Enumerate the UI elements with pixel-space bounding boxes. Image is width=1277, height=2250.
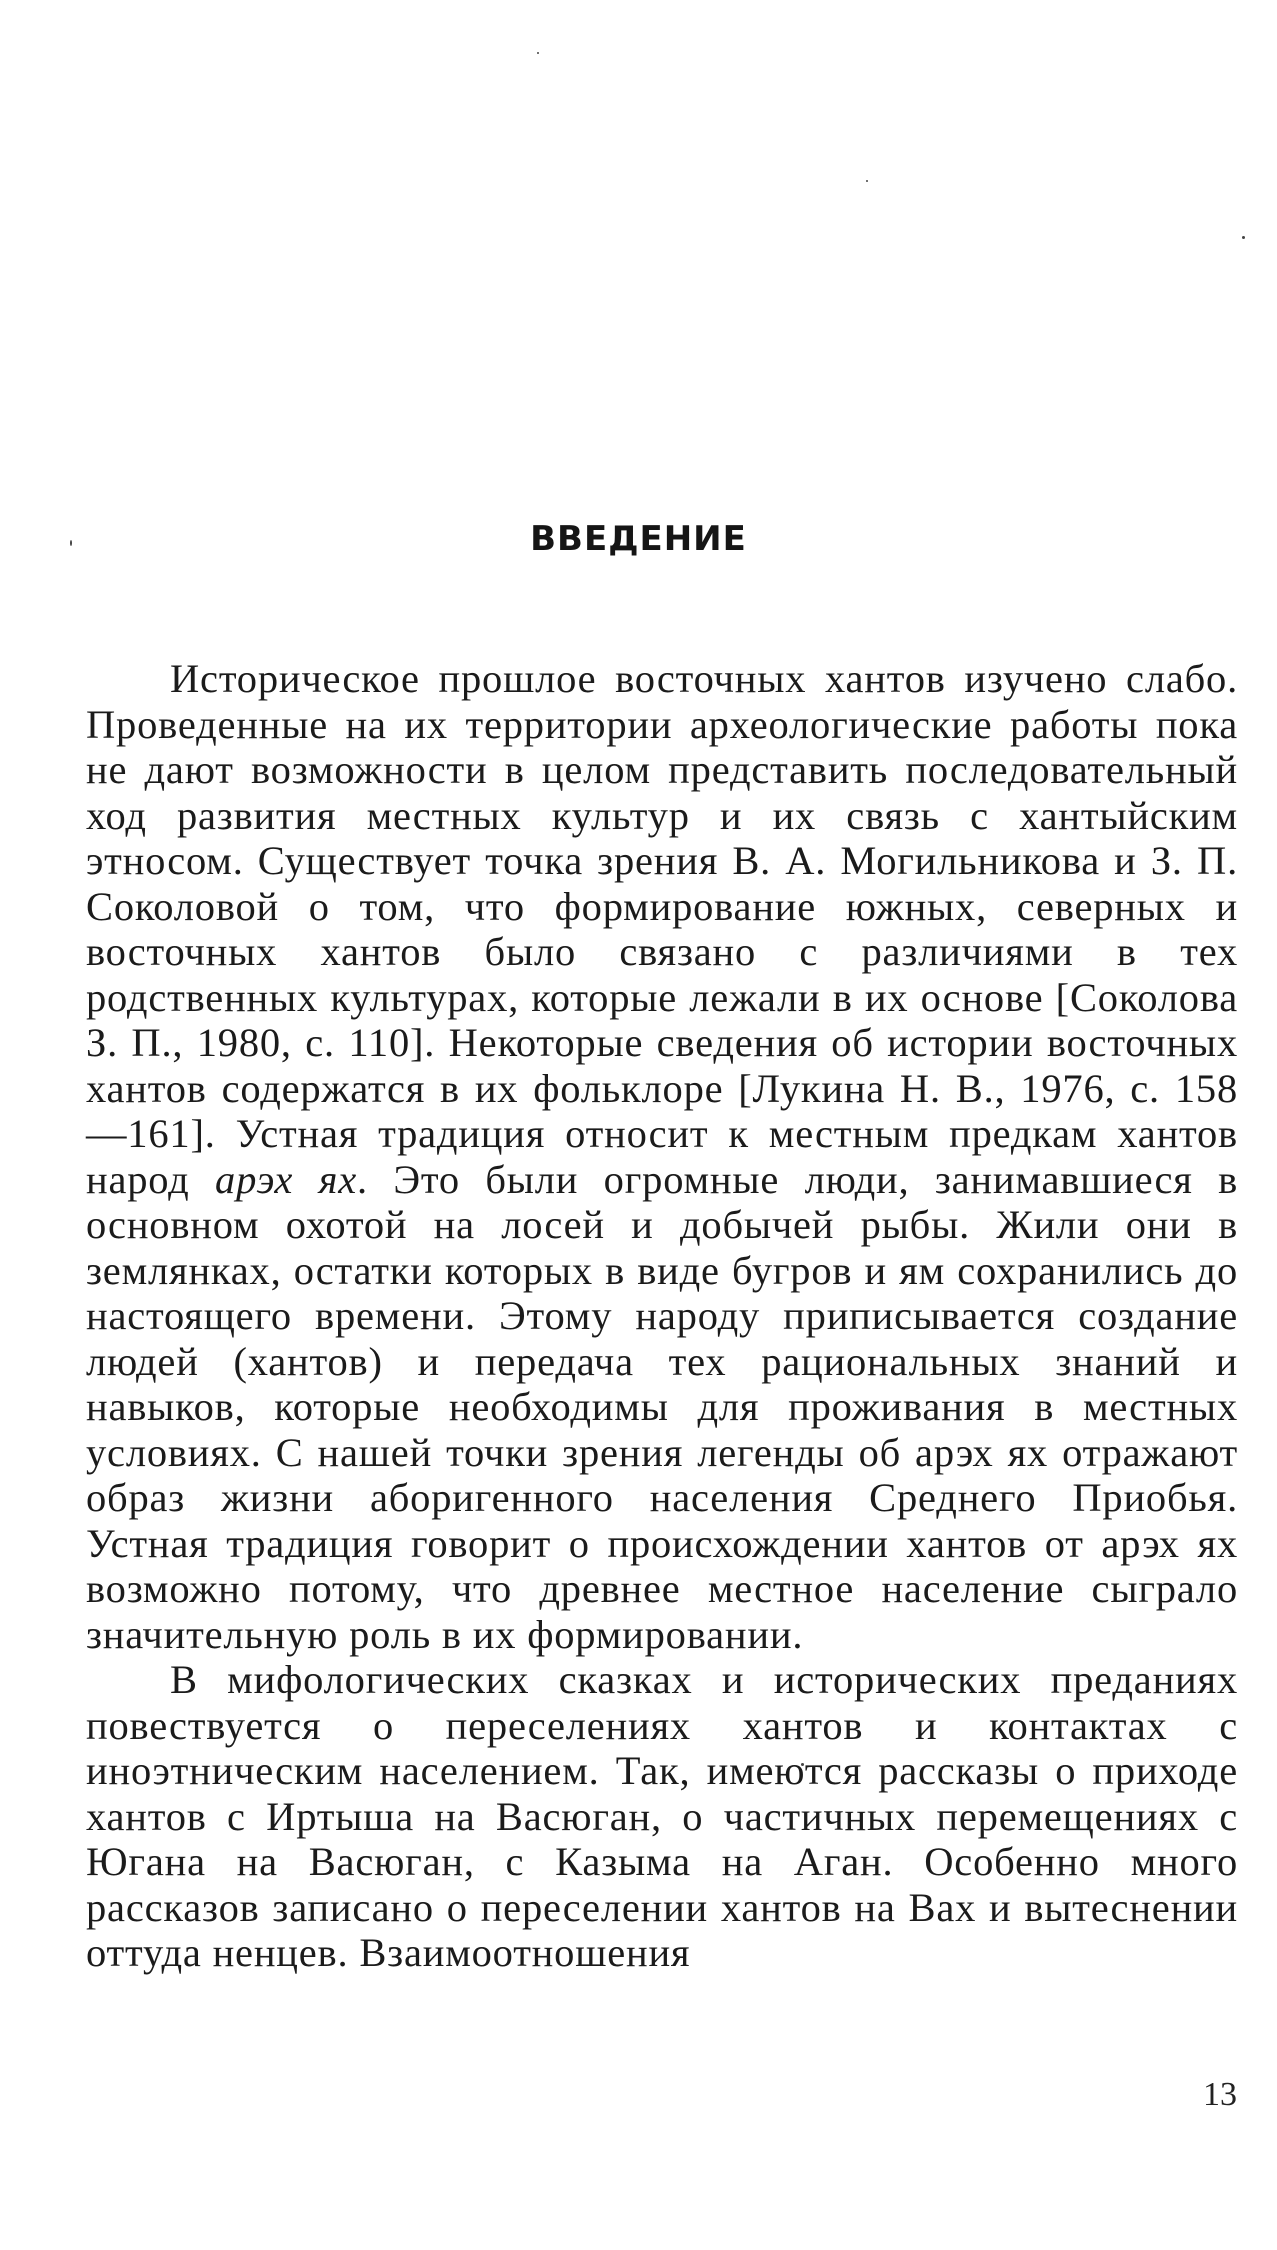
paragraph-1-text-end: . Это были огромные люди, занимавшиеся в основном охотой на лосей и добычей рыбы. Жили они в землянках, остатки которых в виде бугров и ям сохранились до настоящего времени. Этому народу приписывается создание людей (хантов) и передача тех рациональных знаний и навыков, которые необходимы для проживания в местных условиях. С нашей точки зрения легенды об арэх ях отражают образ жизни аборигенного населения Среднего Приобья. Устная традиция говорит о происхождении хантов от арэх ях возможно потому, что древнее местное население сыграло значительную роль в их формировании. — [86, 1156, 1238, 1657]
scan-speck — [866, 180, 868, 182]
paragraph-2: В мифологических сказках и исторических преданиях повествуется о переселениях хантов и контактах с иноэтническим населением. Так, имеются рассказы о приходе хантов с Иртыша на Васюган, о частичных перемещениях с Югана на Васюган, с Казыма на Аган. Особенно много рассказов записано о переселении хантов на Вах и вытеснении оттуда ненцев. Взаимоотношения — [86, 1657, 1238, 1975]
chapter-heading: ВВЕДЕНИЕ — [530, 519, 747, 559]
page-number: 13 — [1203, 2076, 1237, 2113]
paragraph-1 — [86, 656, 1238, 1657]
body-text — [86, 656, 1238, 1976]
scan-speck — [537, 52, 539, 54]
paragraph-1-text-start: Историческое прошлое восточных хантов изучено слабо. Проведенные на их территории археологические работы пока не дают возможности в целом представить последовательный ход развития местных культур и их связь с хантыйским этносом. Существует точка зрения В. А. Могильникова и З. П. Соколовой о том, что формирование южных, северных и восточных хантов было связано с различиями в тех родственных культурах, которые лежали в их основе [Соколова З. П., 1980, с. 110]. Некоторые сведения об истории восточных хантов содержатся в их фольклоре [Лукина Н. В., 1976, с. 158—161]. Устная традиция относит к местным предкам хантов народ — [86, 656, 1238, 1202]
scan-speck — [1242, 236, 1245, 239]
italic-term: арэх ях — [215, 1156, 358, 1202]
